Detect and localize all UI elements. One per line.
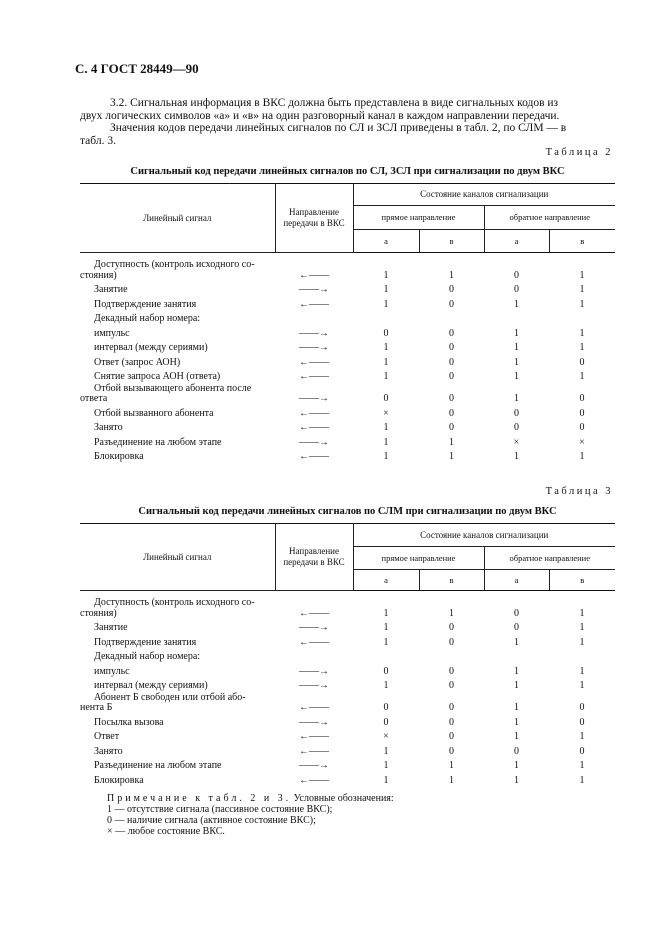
signal-name	[80, 296, 275, 311]
signal-name	[80, 772, 275, 787]
code-value: 0	[579, 393, 585, 405]
code-value: 1	[383, 269, 389, 281]
code-value: 0	[514, 284, 519, 296]
code-value: 0	[449, 393, 454, 405]
note-line: 0 — наличие сигнала (активное состояние ВКС);	[107, 815, 316, 826]
code-value: 1	[383, 342, 389, 354]
header-forward: прямое направление	[353, 206, 484, 230]
signal-name-continuation: ответа	[80, 393, 108, 405]
direction-arrow: ——→	[299, 716, 329, 728]
signal-name-text: интервал (между сериями)	[94, 680, 208, 692]
code-value: 1	[383, 760, 389, 772]
code-value: 1	[579, 731, 585, 743]
table-row	[80, 714, 615, 729]
code-value: 1	[383, 422, 389, 434]
code-value: 1	[383, 298, 389, 310]
signal-name	[80, 648, 275, 663]
code-value	[353, 310, 419, 325]
header-linear-signal: Линейный сигнал	[80, 524, 275, 591]
code-value	[419, 310, 484, 325]
direction-arrow: ——→	[299, 327, 329, 339]
table-3-number: Таблица 3	[545, 486, 613, 497]
direction-arrow: ←——	[299, 451, 329, 463]
code-value: 1	[579, 680, 585, 692]
header-b: в	[419, 570, 484, 591]
code-value: 0	[449, 298, 454, 310]
code-value: 1	[449, 760, 454, 772]
table-row	[80, 354, 615, 369]
signal-name	[80, 325, 275, 340]
signal-name-text: Подтверждение занятия	[94, 636, 197, 648]
code-value: ×	[383, 407, 389, 419]
header-a: а	[353, 570, 419, 591]
direction-arrow: ←——	[299, 407, 329, 419]
signal-name-text: Подтверждение занятия	[94, 298, 197, 310]
code-value: 1	[449, 607, 454, 619]
code-value: 1	[514, 356, 519, 368]
header-a: а	[484, 230, 549, 253]
table-row	[80, 405, 615, 420]
header-a: а	[353, 230, 419, 253]
direction-arrow: ——→	[299, 665, 329, 677]
code-value: ×	[513, 436, 520, 448]
direction-arrow: ——→	[299, 680, 329, 692]
code-value: 0	[449, 665, 454, 677]
signal-name	[80, 728, 275, 743]
code-value: 1	[383, 356, 389, 368]
code-value	[419, 648, 484, 663]
code-value: 0	[449, 371, 454, 383]
header-b: в	[419, 230, 484, 253]
signal-name	[80, 434, 275, 449]
header-b: в	[549, 230, 615, 253]
signal-name-continuation: нента Б	[80, 702, 113, 714]
table-row	[80, 419, 615, 434]
signal-name	[80, 619, 275, 634]
code-value: 1	[579, 622, 585, 634]
code-value: 1	[449, 269, 454, 281]
signal-name	[80, 281, 275, 296]
table-2-number: Таблица 2	[545, 147, 613, 158]
direction-arrow: ←——	[299, 371, 329, 383]
code-value: 0	[383, 665, 389, 677]
signal-name-text: Ответ	[94, 731, 120, 743]
table-row	[80, 310, 615, 325]
code-value: 0	[579, 422, 585, 434]
signal-name	[80, 677, 275, 692]
code-value	[484, 648, 549, 663]
note-line: 1 — отсутствие сигнала (пассивное состояние ВКС);	[107, 804, 333, 815]
table-row	[80, 772, 615, 787]
signal-name-text: Занятие	[94, 622, 128, 634]
signal-name-text: импульс	[94, 327, 130, 339]
code-value: 1	[383, 436, 389, 448]
paragraph-line: Значения кодов передачи линейных сигналов по СЛ и ЗСЛ приведены в табл. 2, по СЛМ — в	[110, 122, 567, 134]
code-value: 1	[579, 451, 585, 463]
direction-arrow: ←——	[299, 731, 329, 743]
code-value: 1	[579, 607, 585, 619]
page-header: С. 4 ГОСТ 28449—90	[75, 61, 199, 76]
code-value: 1	[383, 451, 389, 463]
direction-arrow: ←——	[299, 774, 329, 786]
code-value: 1	[579, 371, 585, 383]
code-value: 0	[383, 702, 389, 714]
code-value: 1	[383, 622, 389, 634]
direction-arrow: ←——	[299, 356, 329, 368]
signal-name	[80, 339, 275, 354]
table-2-title: Сигнальный код передачи линейных сигналов по СЛ, ЗСЛ при сигнализации по двум ВКС	[130, 166, 565, 177]
signal-name-continuation: стояния)	[80, 607, 117, 619]
direction-arrow: ——→	[299, 284, 329, 296]
table-row	[80, 253, 615, 282]
code-value: 1	[514, 342, 519, 354]
signal-name	[80, 448, 275, 463]
code-value: 1	[383, 284, 389, 296]
code-value: 1	[514, 327, 519, 339]
code-value: 1	[449, 436, 454, 448]
code-value: 0	[579, 407, 585, 419]
code-value: 1	[514, 451, 519, 463]
table-row	[80, 648, 615, 663]
table-row	[80, 434, 615, 449]
code-value: 1	[514, 680, 519, 692]
code-value: 1	[383, 774, 389, 786]
table-row	[80, 677, 615, 692]
code-value: 0	[449, 731, 454, 743]
direction-arrow	[275, 648, 353, 663]
code-value: 0	[579, 356, 585, 368]
code-value: 1	[514, 760, 519, 772]
signal-name	[80, 714, 275, 729]
signal-name-text: Доступность (контроль исходного со-	[94, 597, 255, 609]
code-value: 0	[449, 680, 454, 692]
code-value: 1	[514, 665, 519, 677]
code-value: 1	[383, 680, 389, 692]
code-value: 1	[579, 327, 585, 339]
direction-arrow: ——→	[299, 436, 329, 448]
code-value: 0	[579, 716, 585, 728]
table-row	[80, 619, 615, 634]
direction-arrow: ←——	[299, 745, 329, 757]
code-value: 1	[383, 371, 389, 383]
note-label: Примечание к табл. 2 и 3.	[107, 793, 292, 804]
code-value: 1	[514, 774, 519, 786]
code-value: 0	[514, 269, 519, 281]
note-line: × — любое состояние ВКС.	[107, 826, 225, 837]
direction-arrow: ←——	[299, 298, 329, 310]
code-value: 1	[579, 269, 585, 281]
code-value: 0	[514, 407, 519, 419]
signal-name-text: Разъединение на любом этапе	[94, 760, 222, 772]
table-row	[80, 743, 615, 758]
direction-arrow: ——→	[299, 342, 329, 354]
direction-arrow	[275, 310, 353, 325]
header-forward: прямое направление	[353, 547, 484, 570]
code-value: 1	[579, 298, 585, 310]
code-value	[549, 648, 615, 663]
signal-name	[80, 692, 275, 714]
table-3-title: Сигнальный код передачи линейных сигналов по СЛМ при сигнализации по двум ВКС	[138, 506, 557, 517]
code-value: 0	[514, 745, 519, 757]
code-value: 1	[514, 636, 519, 648]
table-note	[107, 793, 394, 837]
code-value: ×	[383, 731, 389, 743]
signal-name	[80, 405, 275, 420]
code-value: 1	[579, 636, 585, 648]
code-value: 0	[514, 622, 519, 634]
code-value: 1	[514, 731, 519, 743]
code-value: 0	[449, 745, 454, 757]
table-row	[80, 339, 615, 354]
signal-name	[80, 253, 275, 282]
header-channel-state: Состояние каналов сигнализации	[353, 524, 615, 547]
code-value: 1	[449, 774, 454, 786]
signal-name-text: Отбой вызванного абонента	[94, 407, 214, 419]
signal-name	[80, 368, 275, 383]
signal-name	[80, 591, 275, 620]
table-row	[80, 281, 615, 296]
header-b: в	[549, 570, 615, 591]
code-value: 0	[449, 356, 454, 368]
paragraph-line: табл. 3.	[80, 134, 116, 147]
direction-arrow: ←——	[299, 269, 329, 281]
code-value: 0	[449, 622, 454, 634]
header-backward: обратное направление	[484, 547, 615, 570]
signal-name-text: Декадный набор номера:	[94, 313, 201, 325]
code-value: 1	[579, 760, 585, 772]
signal-name-text: Занятие	[94, 284, 128, 296]
table-row	[80, 663, 615, 678]
code-value: 0	[514, 422, 519, 434]
table-row	[80, 296, 615, 311]
header-channel-state: Состояние каналов сигнализации	[353, 184, 615, 206]
direction-arrow: ←——	[299, 702, 329, 714]
code-value: 0	[514, 607, 519, 619]
header-direction: Направление передачи в ВКС	[275, 524, 353, 591]
signal-name-text: Посылка вызова	[94, 716, 164, 728]
signal-name-text: Ответ (запрос АОН)	[94, 356, 181, 368]
code-value: 0	[449, 342, 454, 354]
direction-arrow: ←——	[299, 422, 329, 434]
direction-arrow: ——→	[299, 622, 329, 634]
table-2	[80, 183, 615, 463]
code-value: 0	[383, 716, 389, 728]
signal-name-text: импульс	[94, 665, 130, 677]
code-value: 1	[579, 342, 585, 354]
signal-name	[80, 354, 275, 369]
signal-name-text: Блокировка	[94, 451, 144, 463]
table-row	[80, 325, 615, 340]
code-value: 0	[449, 284, 454, 296]
code-value: 0	[383, 327, 389, 339]
table-row	[80, 383, 615, 405]
table-3	[80, 523, 615, 786]
table-row	[80, 692, 615, 714]
signal-name	[80, 757, 275, 772]
direction-arrow: ←——	[299, 636, 329, 648]
header-a: а	[484, 570, 549, 591]
code-value: 1	[579, 665, 585, 677]
signal-name	[80, 663, 275, 678]
direction-arrow: ←——	[299, 607, 329, 619]
code-value: 1	[383, 636, 389, 648]
code-value	[484, 310, 549, 325]
code-value: 0	[449, 327, 454, 339]
direction-arrow: ——→	[299, 760, 329, 772]
code-value: 1	[579, 774, 585, 786]
signal-name-text: Снятие запроса АОН (ответа)	[94, 371, 221, 383]
code-value: 1	[383, 745, 389, 757]
note-header	[107, 793, 394, 804]
code-value: 0	[449, 702, 454, 714]
signal-name	[80, 743, 275, 758]
code-value: 0	[449, 636, 454, 648]
paragraph-line: 3.2. Сигнальная информация в ВКС должна быть представлена в виде сигнальных кодов из	[110, 97, 559, 109]
signal-name-text: Отбой вызывающего абонента после	[94, 382, 252, 394]
code-value: 0	[449, 422, 454, 434]
table-row	[80, 448, 615, 463]
table-row	[80, 757, 615, 772]
code-value: 1	[449, 451, 454, 463]
header-direction: Направление передачи в ВКС	[275, 184, 353, 253]
signal-name	[80, 634, 275, 649]
signal-name-text: интервал (между сериями)	[94, 342, 208, 354]
note-intro: Условные обозначения:	[293, 793, 394, 804]
signal-name	[80, 419, 275, 434]
table-row	[80, 634, 615, 649]
code-value: 0	[449, 716, 454, 728]
table-row	[80, 368, 615, 383]
code-value: 1	[514, 702, 519, 714]
code-value	[353, 648, 419, 663]
signal-name-text: Декадный набор номера:	[94, 651, 201, 663]
direction-arrow: ——→	[299, 393, 329, 405]
signal-name-text: Доступность (контроль исходного со-	[94, 259, 255, 271]
signal-name-text: Занято	[94, 745, 123, 757]
code-value: 0	[449, 407, 454, 419]
header-linear-signal: Линейный сигнал	[80, 184, 275, 253]
code-value: 1	[514, 393, 519, 405]
signal-name-text: Абонент Б свободен или отбой або-	[94, 691, 246, 703]
signal-name	[80, 383, 275, 405]
signal-name	[80, 310, 275, 325]
code-value: 1	[514, 371, 519, 383]
table-row	[80, 591, 615, 620]
code-value: 0	[579, 702, 585, 714]
code-value: 1	[579, 284, 585, 296]
code-value: ×	[579, 436, 585, 448]
paragraph-line: двух логических символов «а» и «в» на один разговорный канал в каждом направлении передачи.	[80, 109, 560, 122]
code-value: 1	[383, 607, 389, 619]
code-value	[549, 310, 615, 325]
table-row	[80, 728, 615, 743]
signal-name-continuation: стояния)	[80, 269, 117, 281]
paragraph-3-2	[80, 97, 615, 122]
header-backward: обратное направление	[484, 206, 615, 230]
signal-name-text: Разъединение на любом этапе	[94, 436, 222, 448]
code-value: 0	[383, 393, 389, 405]
code-value: 0	[579, 745, 585, 757]
paragraph-tables-ref	[80, 122, 615, 147]
code-value: 1	[514, 716, 519, 728]
signal-name-text: Занято	[94, 422, 123, 434]
signal-name-text: Блокировка	[94, 774, 144, 786]
code-value: 1	[514, 298, 519, 310]
